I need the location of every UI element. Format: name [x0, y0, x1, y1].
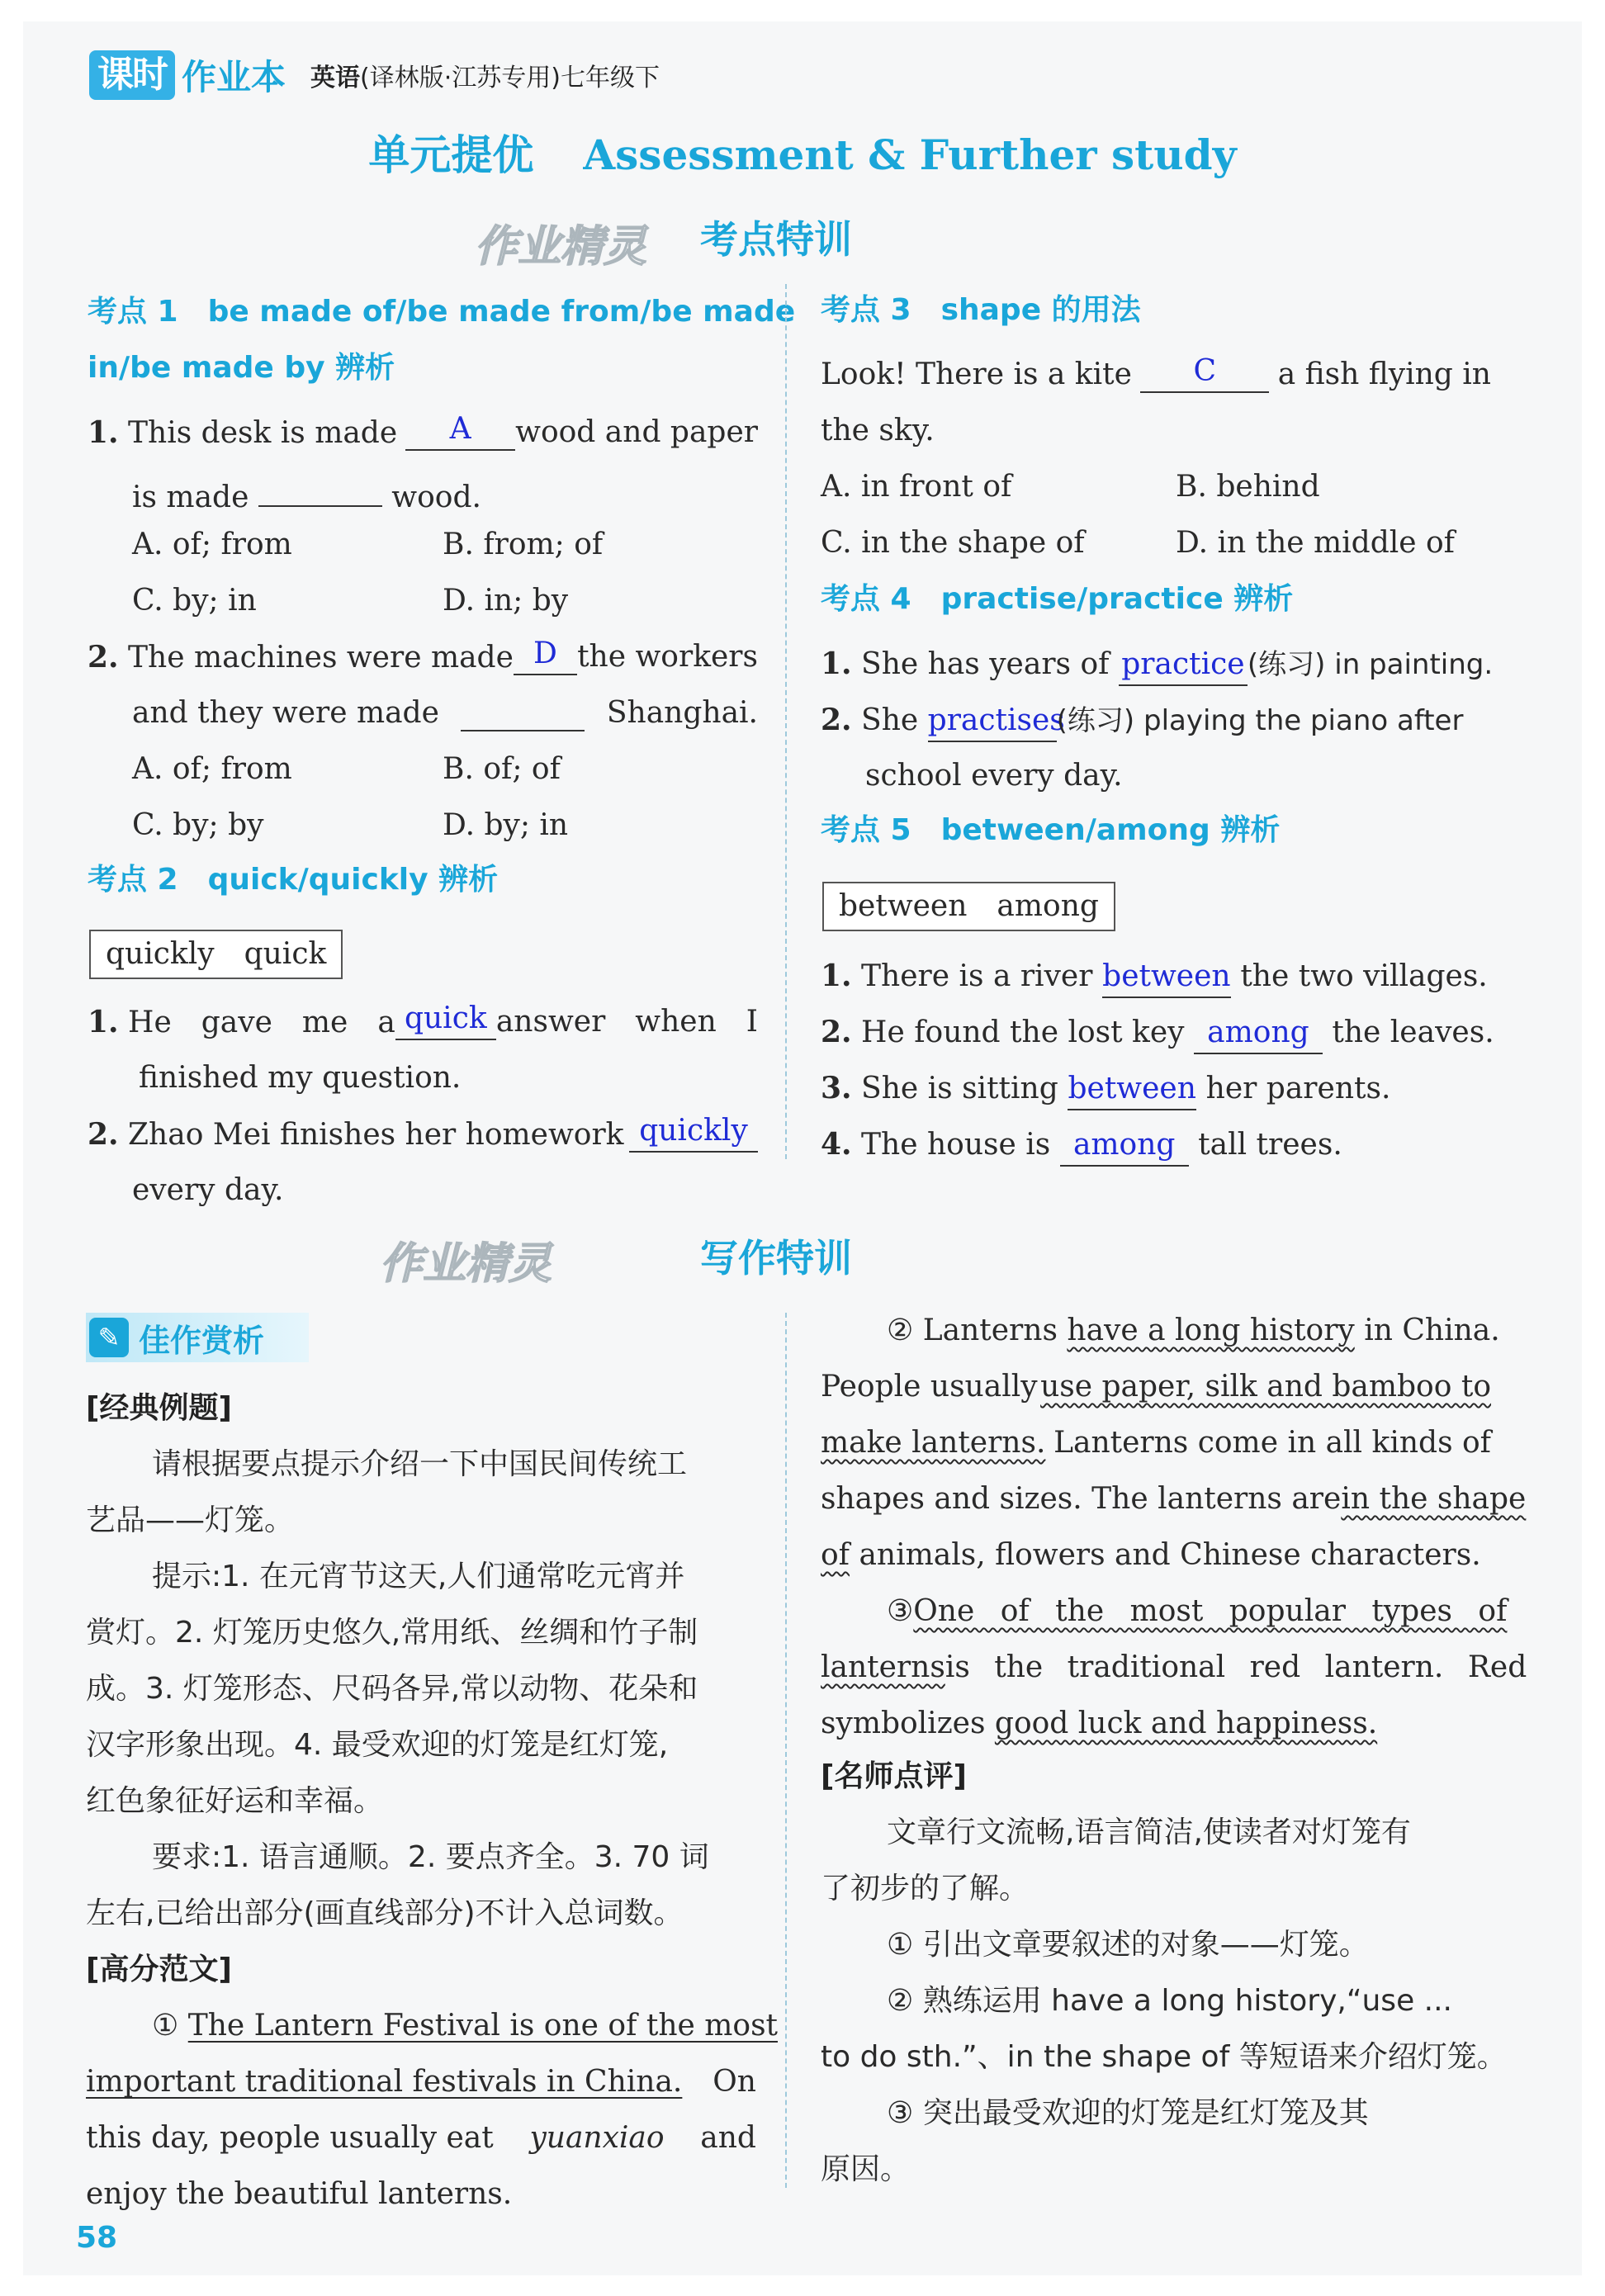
k3-line1: Look! There is a kite C a fish flying in [821, 354, 1491, 391]
pen-icon: ✎ [89, 1318, 129, 1357]
k4-q2-answer: practises [927, 703, 1065, 737]
tips-line3: 成。3. 灯笼形态、尺码各异,常以动物、花朵和 [86, 1672, 698, 1706]
k1-q1-opt-c: C. by; in [132, 584, 257, 618]
page-number: 58 [76, 2221, 118, 2255]
k1-q2-line2: and they were made Shanghai. [132, 696, 758, 730]
tips-line1: 提示:1. 在元宵节这天,人们通常吃元宵并 [152, 1560, 685, 1593]
badge-label: 佳作赏析 [139, 1322, 265, 1359]
model-p2-line1: ② Lanterns have a long history in China. [887, 1314, 1500, 1347]
column-divider [785, 284, 787, 1159]
k4-q1-answer: practice [1121, 647, 1245, 681]
k3-title: 考点 3 shape 的用法 [821, 293, 1141, 327]
k5-q4: 4. The house is among tall trees. [821, 1126, 1342, 1167]
prompt-line1: 请根据要点提示介绍一下中国民间传统工 [152, 1447, 688, 1481]
comment-line1: 文章行文流畅,语言简洁,使读者对灯笼有 [887, 1815, 1411, 1849]
review-heading: [名师点评] [821, 1759, 967, 1793]
k2-q2-line2: every day. [132, 1173, 284, 1207]
tips-line5: 红色象征好运和幸福。 [86, 1784, 384, 1818]
k2-q1-line2: finished my question. [139, 1061, 462, 1095]
book-subtitle [310, 57, 660, 93]
k1-q1-opt-b: B. from; of [443, 528, 604, 561]
req-line1: 要求:1. 语言通顺。2. 要点齐全。3. 70 词 [152, 1840, 709, 1874]
k2-q2-blank[interactable] [629, 1116, 758, 1153]
prompt-line2: 艺品——灯笼。 [86, 1503, 295, 1537]
k4-q1-blank[interactable] [1119, 647, 1248, 686]
k2-word-box: quickly quick [89, 930, 343, 979]
tips-line4: 汉字形象出现。4. 最受欢迎的灯笼是红灯笼, [86, 1728, 669, 1762]
model-p2-line3: make lanterns. Lanterns come in all kinds of [821, 1426, 1491, 1460]
k1-title-line1: 考点 1 be made of/be made from/be made [88, 295, 796, 329]
comment-point2b: to do sth.”、in the shape of 等短语来介绍灯笼。 [821, 2040, 1507, 2074]
k2-title: 考点 2 quick/quickly 辨析 [88, 863, 499, 897]
k5-q1-blank[interactable] [1102, 959, 1231, 998]
k2-q2-line1: 2. Zhao Mei finishes her homework quickly [88, 1116, 758, 1153]
k1-q2-answer: D [533, 637, 557, 670]
k2-q2-answer: quickly [639, 1114, 748, 1148]
k5-q3-answer: between [1068, 1072, 1196, 1105]
k3-opt-a: A. in front of [821, 470, 1012, 504]
k1-q1-line2: is made wood. [132, 471, 481, 516]
k2-q1-line1: 1. He gave me a quick answer when I [88, 1001, 758, 1039]
watermark-2: 作业精灵 [380, 1239, 552, 1289]
k4-q1: 1. She has years of practice(练习) in painting. [821, 646, 1493, 686]
subject: 英语 [310, 64, 361, 92]
k1-q2-line1: 2. The machines were made D the workers [88, 637, 758, 675]
logo-suffix: 作业本 [182, 57, 286, 97]
model-p1-line1: ① The Lantern Festival is one of the most [152, 2009, 779, 2043]
model-p1-line4: enjoy the beautiful lanterns. [86, 2177, 513, 2211]
k5-q2-blank[interactable] [1194, 1015, 1323, 1054]
k5-q1: 1. There is a river between the two villages. [821, 958, 1488, 998]
k3-opt-d: D. in the middle of [1176, 526, 1456, 560]
k5-q4-blank[interactable] [1060, 1130, 1189, 1167]
k1-q2-blank[interactable] [514, 639, 577, 675]
model-p1-line3: this day, people usually eat yuanxiao and [86, 2121, 756, 2155]
k1-q1-opt-a: A. of; from [132, 528, 292, 561]
classic-heading: [经典例题] [86, 1391, 232, 1425]
k3-line2: the sky. [821, 414, 935, 447]
comment-point1: ① 引出文章要叙述的对象——灯笼。 [887, 1928, 1369, 1962]
model-p3-line1: ③ One of the most popular types of [887, 1594, 1508, 1628]
k1-q1-blank2[interactable] [258, 471, 382, 507]
model-p3-line3: symbolizes good luck and happiness. [821, 1707, 1378, 1740]
k5-q2: 2. He found the lost key among the leaves. [821, 1014, 1494, 1054]
k1-q2-opt-d: D. by; in [443, 808, 569, 842]
k1-q2-opt-c: C. by; by [132, 808, 264, 842]
k5-q1-answer: between [1102, 959, 1231, 993]
comment-line2: 了初步的了解。 [821, 1872, 1030, 1905]
comment-point3b: 原因。 [821, 2152, 911, 2186]
k1-q1-blank[interactable] [405, 414, 515, 451]
k1-q1-opt-d: D. in; by [443, 584, 569, 618]
k2-q1-answer: quick [404, 1001, 487, 1035]
k1-title-line2: in/be made by 辨析 [88, 351, 395, 385]
k5-q2-answer: among [1207, 1015, 1309, 1049]
badge [86, 1313, 309, 1362]
k4-title: 考点 4 practise/practice 辨析 [821, 582, 1294, 616]
model-p2-line4: shapes and sizes. The lanterns are in the shape [821, 1482, 1527, 1516]
k1-q2-opt-a: A. of; from [132, 752, 292, 786]
req-line2: 左右,已给出部分(画直线部分)不计入总词数。 [86, 1896, 684, 1930]
watermark: 作业精灵 [475, 222, 647, 272]
k4-q2-line1: 2. She practises(练习) playing the piano after [821, 702, 1463, 742]
k4-q2-line2: school every day. [865, 759, 1123, 793]
tips-line2: 赏灯。2. 灯笼历史悠久,常用纸、丝绸和竹子制 [86, 1616, 698, 1650]
k5-q3-blank[interactable] [1068, 1074, 1196, 1110]
k3-opt-b: B. behind [1176, 470, 1320, 504]
model-p2-line5: of animals, flowers and Chinese characters. [821, 1538, 1481, 1572]
k3-opt-c: C. in the shape of [821, 526, 1085, 560]
logo: 课时 [89, 50, 175, 100]
k1-q2-blank2[interactable] [461, 695, 585, 731]
header [89, 48, 660, 102]
comment-point2a: ② 熟练运用 have a long history,“use ... [887, 1984, 1452, 2018]
section-drill-title: 考点特训 [700, 217, 852, 262]
edition: (译林版·江苏专用)七年级下 [360, 64, 660, 92]
k5-word-box: between among [822, 882, 1115, 931]
k2-q1-blank[interactable] [395, 1001, 496, 1040]
comment-point3a: ③ 突出最受欢迎的灯笼是红灯笼及其 [887, 2096, 1369, 2130]
k3-answer: C [1193, 354, 1217, 388]
title-cn: 单元提优 [368, 131, 534, 179]
model-p1-line2: important traditional festivals in China. On [86, 2065, 756, 2099]
k5-title: 考点 5 between/among 辨析 [821, 813, 1281, 847]
k4-q2-blank[interactable] [927, 703, 1065, 742]
title-en: Assessment & Further study [583, 130, 1237, 179]
k5-q4-answer: among [1072, 1128, 1176, 1162]
k1-q1-answer: A [449, 412, 471, 446]
column-divider-2 [785, 1313, 787, 2188]
page-title [0, 122, 1605, 182]
k1-q2-opt-b: B. of; of [443, 752, 561, 786]
model-p2-line2: People usually use paper, silk and bamboo to [821, 1370, 1491, 1404]
k3-blank[interactable] [1140, 354, 1269, 393]
model-heading: [高分范文] [86, 1953, 232, 1986]
model-p3-line2: lanterns is the traditional red lantern. Red [821, 1650, 1527, 1684]
section-writing-title: 写作特训 [700, 1236, 852, 1281]
k1-q1-line1: 1. This desk is made A wood and paper [88, 412, 758, 450]
k5-q3: 3. She is sitting between her parents. [821, 1070, 1390, 1110]
